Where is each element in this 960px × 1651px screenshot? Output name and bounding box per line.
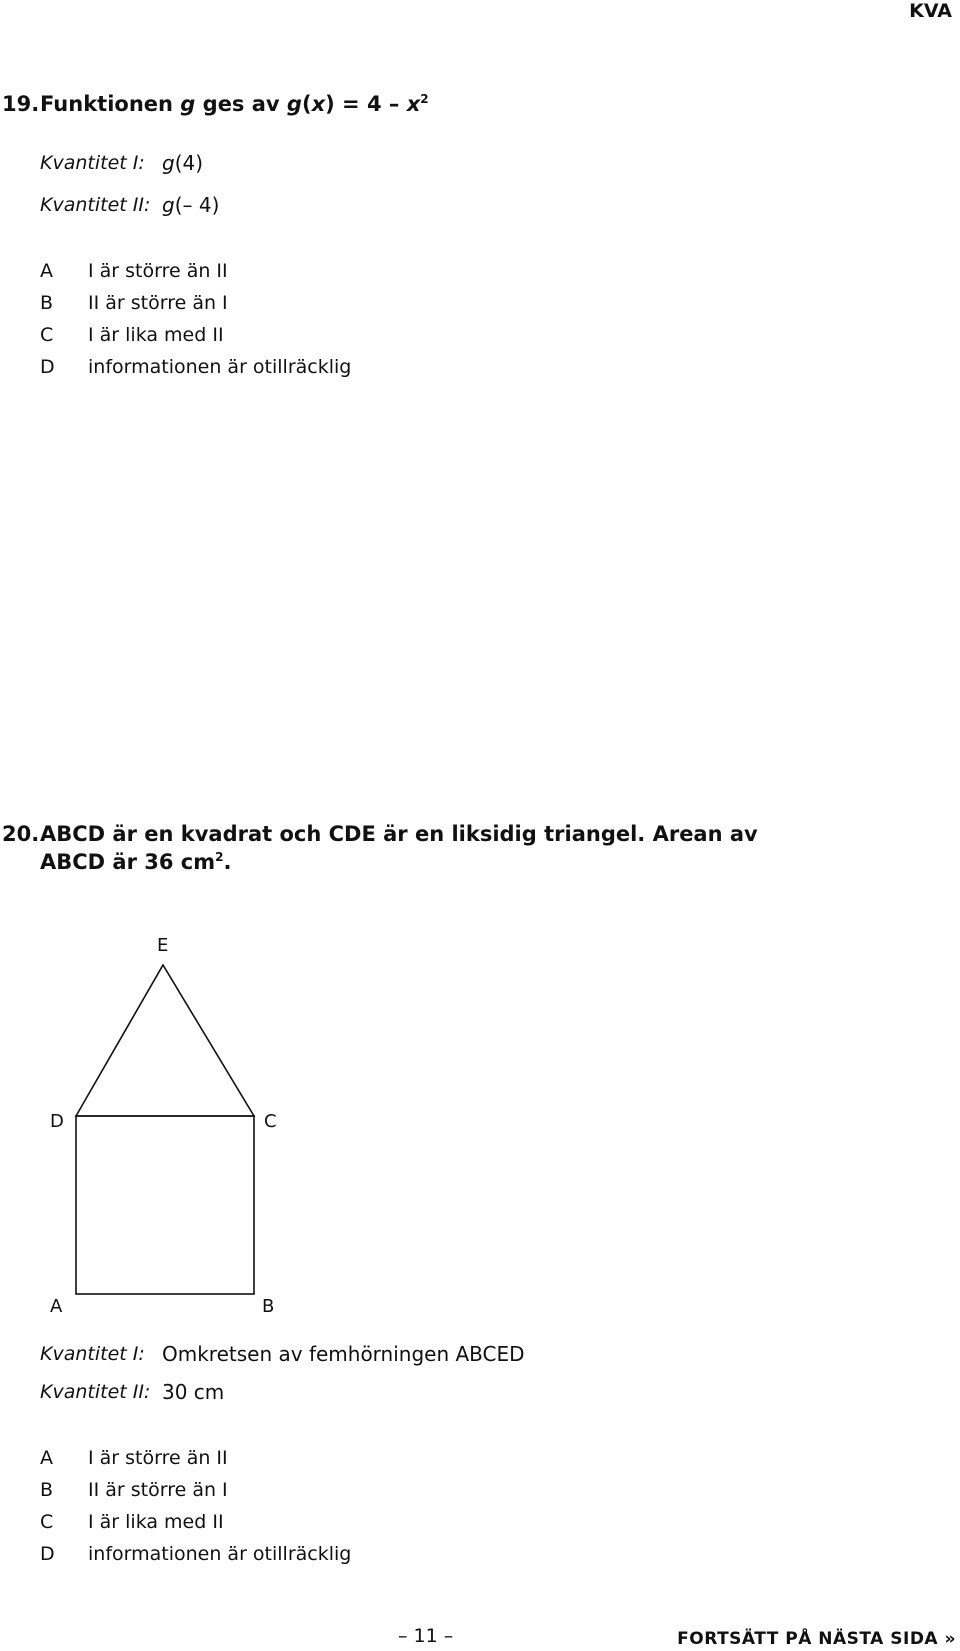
q20-qty1-value: Omkretsen av femhörningen ABCED: [162, 1342, 525, 1366]
q20-prompt-exp: 2: [215, 850, 224, 864]
q19-qty2-fn: g: [162, 193, 175, 217]
vertex-label-a: A: [50, 1296, 63, 1317]
vertex-label-e: E: [157, 935, 169, 956]
q20-option-text[interactable]: I är lika med II: [88, 1511, 224, 1533]
q19-qty1-arg: (4): [174, 151, 204, 175]
q19-prompt-eq: ) = 4 –: [325, 92, 400, 116]
q20-option-letter[interactable]: D: [40, 1543, 55, 1565]
vertex-label-c: C: [264, 1111, 277, 1132]
q20-qty1-label: Kvantitet I:: [40, 1343, 145, 1365]
q19-qty1-value: [162, 151, 203, 175]
q19-prompt-mid: ges av: [202, 92, 280, 116]
q19-option-letter[interactable]: B: [40, 292, 54, 314]
q19-option-text[interactable]: I är lika med II: [88, 324, 224, 346]
vertex-label-b: B: [262, 1296, 275, 1317]
q19-number: 19.: [2, 92, 40, 116]
q20-prompt-line2-text: ABCD är 36 cm: [40, 850, 216, 874]
q19-option-text[interactable]: informationen är otillräcklig: [88, 356, 352, 378]
q20-option-text[interactable]: I är större än II: [88, 1447, 228, 1469]
q19-qty2-value: [162, 193, 219, 217]
q20-option-letter[interactable]: A: [40, 1447, 53, 1469]
q19-option-letter[interactable]: C: [40, 324, 54, 346]
q20-qty2-value: 30 cm: [162, 1380, 225, 1404]
q19-prompt-prefix: Funktionen: [40, 92, 173, 116]
q19-qty2-arg: (– 4): [174, 193, 220, 217]
q19-prompt-exp: 2: [420, 92, 429, 106]
page-number: – 11 –: [398, 1625, 454, 1647]
q20-option-letter[interactable]: B: [40, 1479, 54, 1501]
continue-next-page: FORTSÄTT PÅ NÄSTA SIDA »: [677, 1629, 956, 1649]
q19-qty2-label: Kvantitet II:: [40, 194, 151, 216]
q19-prompt: [40, 92, 429, 116]
q20-option-letter[interactable]: C: [40, 1511, 54, 1533]
vertex-label-d: D: [50, 1111, 64, 1132]
q20-prompt-line2: [40, 850, 231, 874]
q19-prompt-var2: x: [406, 92, 421, 116]
q19-qty1-label: Kvantitet I:: [40, 152, 145, 174]
q20-option-text[interactable]: II är större än I: [88, 1479, 228, 1501]
q19-qty1-fn: g: [162, 151, 175, 175]
q19-option-letter[interactable]: D: [40, 356, 55, 378]
q19-prompt-var: x: [311, 92, 326, 116]
q20-qty2-label: Kvantitet II:: [40, 1381, 151, 1403]
q19-option-text[interactable]: II är större än I: [88, 292, 228, 314]
q19-prompt-paren: (: [301, 92, 312, 116]
square-abcd: [76, 1116, 254, 1294]
q20-prompt-line1: ABCD är en kvadrat och CDE är en liksidig triangel. Arean av: [40, 822, 758, 846]
q19-prompt-fn2: g: [286, 92, 302, 116]
q19-option-letter[interactable]: A: [40, 260, 53, 282]
q20-prompt-end: .: [223, 850, 232, 874]
q20-option-text[interactable]: informationen är otillräcklig: [88, 1543, 352, 1565]
q19-option-text[interactable]: I är större än II: [88, 260, 228, 282]
triangle-cde: [76, 965, 254, 1116]
section-code: KVA: [909, 0, 952, 22]
q20-number: 20.: [2, 822, 40, 846]
q19-prompt-fn: g: [180, 92, 196, 116]
